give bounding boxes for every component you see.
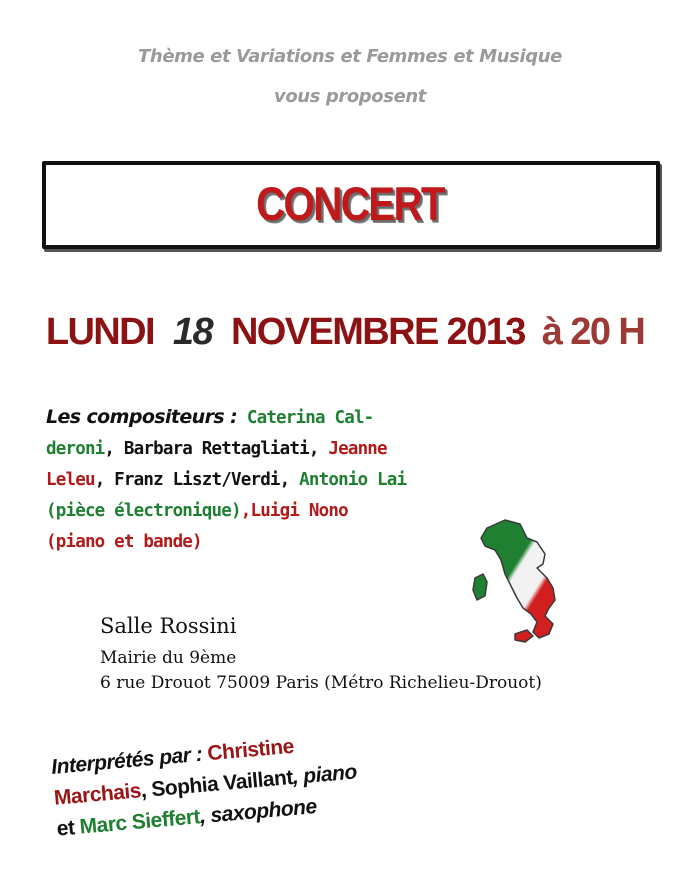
- performer-name: Marc Sieffert: [78, 805, 201, 839]
- performer-conjunction: et: [55, 815, 81, 841]
- composer-name: Antonio Lai: [299, 470, 407, 490]
- performers-block: [50, 717, 457, 845]
- composer-note: (pièce électronique): [46, 501, 241, 521]
- performer-name: Marchais: [53, 779, 142, 810]
- date-day-number: 18: [172, 311, 212, 353]
- composer-name: , Barbara Rettagliati,: [104, 439, 329, 459]
- performer-name: Sophia Vaillant: [150, 765, 294, 802]
- composers-block: [46, 402, 426, 558]
- performer-role: , piano: [291, 760, 358, 789]
- composer-name: Jeanne: [328, 439, 387, 459]
- performer-role: , saxophone: [198, 795, 318, 829]
- composer-note: (piano et bande): [46, 532, 202, 552]
- venue-line-2: Mairie du 9ème: [100, 648, 237, 668]
- date-month-year: NOVEMBRE 2013: [230, 311, 525, 353]
- composers-line-1: [46, 402, 426, 434]
- composer-name: Caterina Cal-: [246, 408, 374, 428]
- venue-name: Salle Rossini: [100, 614, 237, 638]
- venue-address: 6 rue Drouot 75009 Paris (Métro Richelieu-Drouot): [100, 673, 542, 693]
- composers-line-5: [46, 527, 426, 558]
- composers-line-2: [46, 434, 426, 465]
- date-day-name: LUNDI: [45, 311, 154, 353]
- performer-separator: ,: [139, 778, 153, 803]
- composer-name: , Franz Liszt/Verdi,: [94, 470, 300, 490]
- concert-date: [0, 311, 690, 354]
- italy-flag-map-icon: [465, 516, 565, 646]
- concert-title: CONCERT: [256, 177, 444, 230]
- presenters-line-1: Thème et Variations et Femmes et Musique: [138, 46, 562, 67]
- performer-name: Christine: [206, 734, 295, 766]
- composer-name: ,Luigi Nono: [240, 501, 348, 521]
- performers-label: Interprétés par :: [50, 742, 204, 779]
- composer-name: deroni: [46, 439, 105, 459]
- composers-line-3: [46, 465, 426, 496]
- composer-name: Leleu: [46, 470, 95, 490]
- presenters-line-2: vous proposent: [273, 86, 426, 107]
- date-time: à 20 H: [541, 311, 645, 353]
- composers-label: Les compositeurs :: [46, 406, 238, 428]
- composers-line-4: [46, 496, 426, 527]
